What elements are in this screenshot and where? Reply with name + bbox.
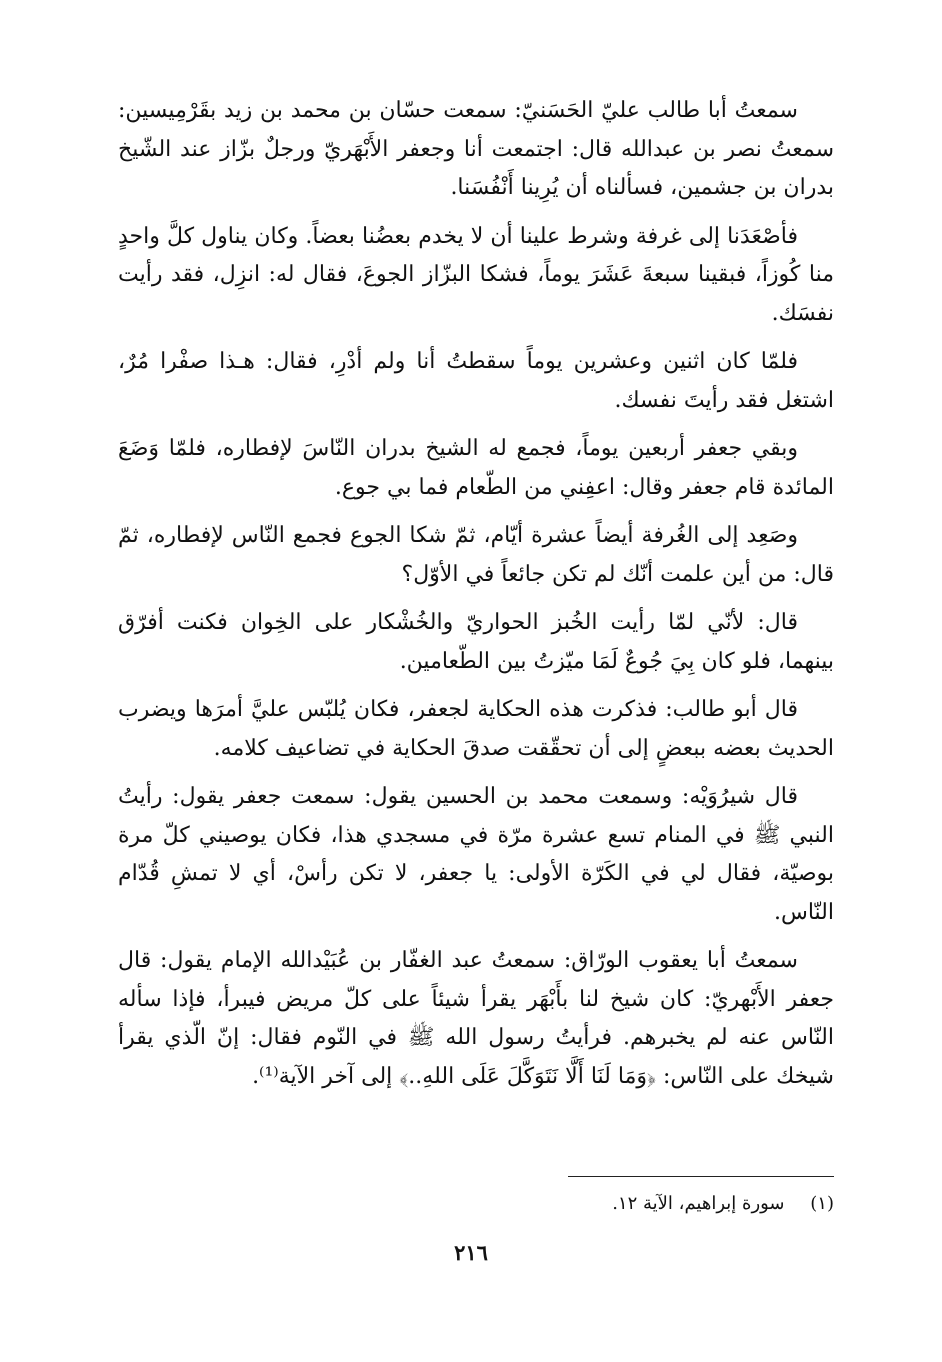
footnote-divider: [568, 1176, 834, 1177]
footnote-text: سورة إبراهيم، الآية ١٢.: [612, 1193, 785, 1214]
page-number: ٢١٦: [454, 1240, 488, 1265]
paragraph-1: سمعتُ أبا طالب عليّ الحَسَنيّ: سمعت حسّان بن محمد بن زيد بقَرْمِيسين: سمعتُ نصر بن عبدالله قال: اجتمعت أنا وجعفر الأَبْهَريّ ورجلٌ بزّاز عند الشّيخ بدران بن جشمين، فسألناه أن يُرِينا أَنْفُسَنا.: [118, 98, 834, 200]
paragraph-6: قال: لأنّي لمّا رأيت الخُبز الحواريّ والخُشْكار على الخِوان فكنت أفرّق بينهما، فلو كان بِيَ جُوعٌ لَمَا ميّزتُ بين الطّعامين.: [118, 610, 834, 674]
footnote-number: (١): [810, 1193, 834, 1214]
paragraph-9: سمعتُ أبا يعقوب الورّاق: سمعتُ عبد الغفّار بن عُبَيْدالله الإمام يقول: قال جعفر الأَبْهريّ: كان شيخ لنا بأَبْهَر يقرأ شيئاً على كلّ مريض فيبرأ، فإذا سأله النّاس عنه لم يخبرهم. فرأيتُ رسول الله ﷺ في النّوم فقال: إنّ الّذي يقرأ شيخك على النّاس: ﴿وَمَا لَنَا أَلَّا نَتَوَكَّلَ عَلَى اللهِ..﴾ إلى آخر الآية⁽¹⁾.: [118, 948, 834, 1089]
paragraph-3: فلمّا كان اثنين وعشرين يوماً سقطتُ أنا ولم أدْرِ، فقال: هـذا صفْرا مُرٌ، اشتغل فقد رأيتَ نفسك.: [118, 349, 834, 413]
paragraph-7: قال أبو طالب: فذكرت هذه الحكاية لجعفر، فكان يُلبّس عليَّ أمرَها ويضرب الحديث بعضه ببعضٍ إلى أن تحقّقت صدقَ الحكاية في تضاعيف كلامه.: [118, 697, 834, 761]
main-text: [118, 92, 834, 1106]
paragraph-8: قال شيرُوَيْه: وسمعت محمد بن الحسين يقول: سمعت جعفر يقول: رأيتُ النبي ﷺ في المنام تسع عشرة مرّة في مسجدي هذا، فكان يوصيني كلّ مرة بوصيّة، فقال لي في الكَرّة الأولى: يا جعفر، لا تكن رأسْ، أي لا تمشِ قُدّام النّاس.: [118, 784, 834, 925]
paragraph-2: فأصْعَدَنا إلى غرفة وشرط علينا أن لا يخدم بعضُنا بعضاً. وكان يناول كلَّ واحدٍ منا كُوزاً، فبقينا سبعةَ عَشَرَ يوماً، فشكا البزّاز الجوعَ، فقال له: انزِل، فقد رأيت نفسَك.: [118, 223, 834, 326]
footnote: [300, 1190, 834, 1218]
paragraph-5: وصَعِد إلى الغُرفة أيضاً عشرة أيّام، ثمّ شكا الجوع فجمع النّاس لإفطاره، ثمّ قال: من أين علمت أنّك لم تكن جائعاً في الأوّل؟: [118, 523, 834, 587]
paragraph-4: وبقي جعفر أربعين يوماً، فجمع له الشيخ بدران النّاسَ لإفطاره، فلمّا وَضَعَ المائدة قام جعفر وقال: اعفِني من الطّعام فما بي جوع.: [118, 436, 834, 500]
